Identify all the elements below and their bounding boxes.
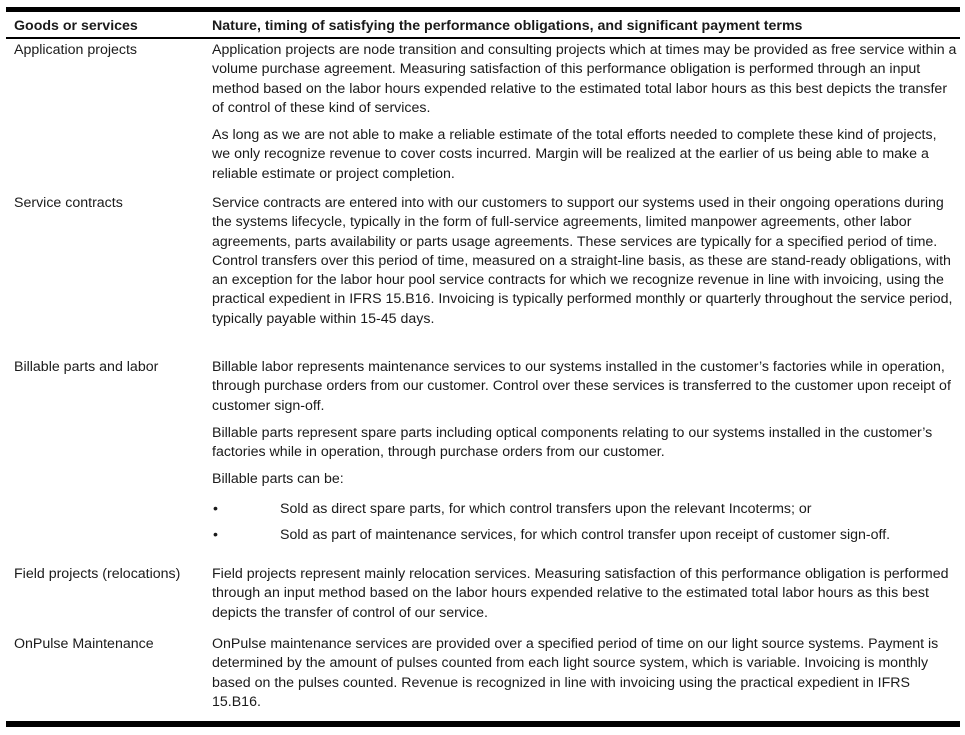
paragraph: Application projects are node transition and consulting projects which at times may be provided as free service within a volume purchase agreement. Measuring satisfaction of this performance obligation is performed through an input method based on the labor hours expended relative to the estimated total labor hours as this best depicts the transfer of control of these kind of services. (212, 42, 957, 116)
header-rule (6, 37, 960, 39)
paragraph: Billable parts can be: (212, 471, 344, 488)
paragraph: Field projects represent mainly relocation services. Measuring satisfaction of this performance obligation is performed through an input method based on the labor hours expended relative to the estimated total labor hours as this best depicts the transfer of control of our service. (212, 566, 949, 621)
row-description (212, 635, 957, 720)
paragraph: As long as we are not able to make a reliable estimate of the total efforts needed to complete these kind of projects, we only recognize revenue to cover costs incurred. Margin will be realized at the earlier of us being able to make a reliable estimate or project completion. (212, 127, 937, 182)
paragraph: Billable parts represent spare parts including optical components relating to our systems installed in the customer’s factories while in operation, through purchase orders from our customer. (212, 424, 933, 461)
bullet-text: Sold as part of maintenance services, for which control transfer upon receipt of customer sign-off. (280, 527, 891, 544)
paragraph: OnPulse maintenance services are provided over a specified period of time on our light source systems. Payment is determined by the amount of pulses counted from each light source system, which is variable. Invoicing is monthly based on the pulses counted. Revenue is recognized in line with invoicing using the practical expedient in IFRS 15.B16. (212, 636, 939, 710)
row-label: OnPulse Maintenance (14, 636, 154, 652)
paragraph: Service contracts are entered into with our customers to support our systems used in their ongoing operations during the systems lifecycle, typically in the form of full-service agreements, limited manpower agreements, other labor agreements, parts availability or parts usage agreements. These services are typically for a specified period of time. Control transfers over this period of time, measured on a straight-line basis, as these are stand-ready obligations, with an exception for the labor hour pool service contracts for which we recognize revenue in line with invoicing, using the practical expedient in IFRS 15.B16. Invoicing is typically performed monthly or quarterly throughout the service period, typically payable within 15-45 days. (212, 195, 953, 327)
row-description (212, 565, 957, 631)
row-description (212, 41, 957, 192)
bullet-item (212, 526, 957, 545)
bullet-icon: • (213, 527, 218, 544)
row-label: Application projects (14, 42, 138, 58)
paragraph: Billable labor represents maintenance services to our systems installed in the customer’s factories while in operation, through purchase orders from our customer. Control over these services is transferred to the customer upon receipt of customer sign-off. (212, 359, 951, 414)
header-nature-timing: Nature, timing of satisfying the performance obligations, and significant payment terms (212, 18, 803, 34)
row-label: Field projects (relocations) (14, 566, 181, 582)
bullet-icon: • (213, 500, 218, 517)
row-label: Billable parts and labor (14, 359, 159, 375)
top-rule (6, 7, 960, 12)
bottom-rule (6, 721, 960, 727)
bullet-item (212, 500, 957, 519)
header-goods-or-services: Goods or services (14, 18, 138, 34)
bullet-text: Sold as direct spare parts, for which control transfers upon the relevant Incoterms; or (280, 500, 812, 517)
row-label: Service contracts (14, 195, 123, 211)
row-description (212, 194, 957, 337)
row-description (212, 358, 957, 552)
